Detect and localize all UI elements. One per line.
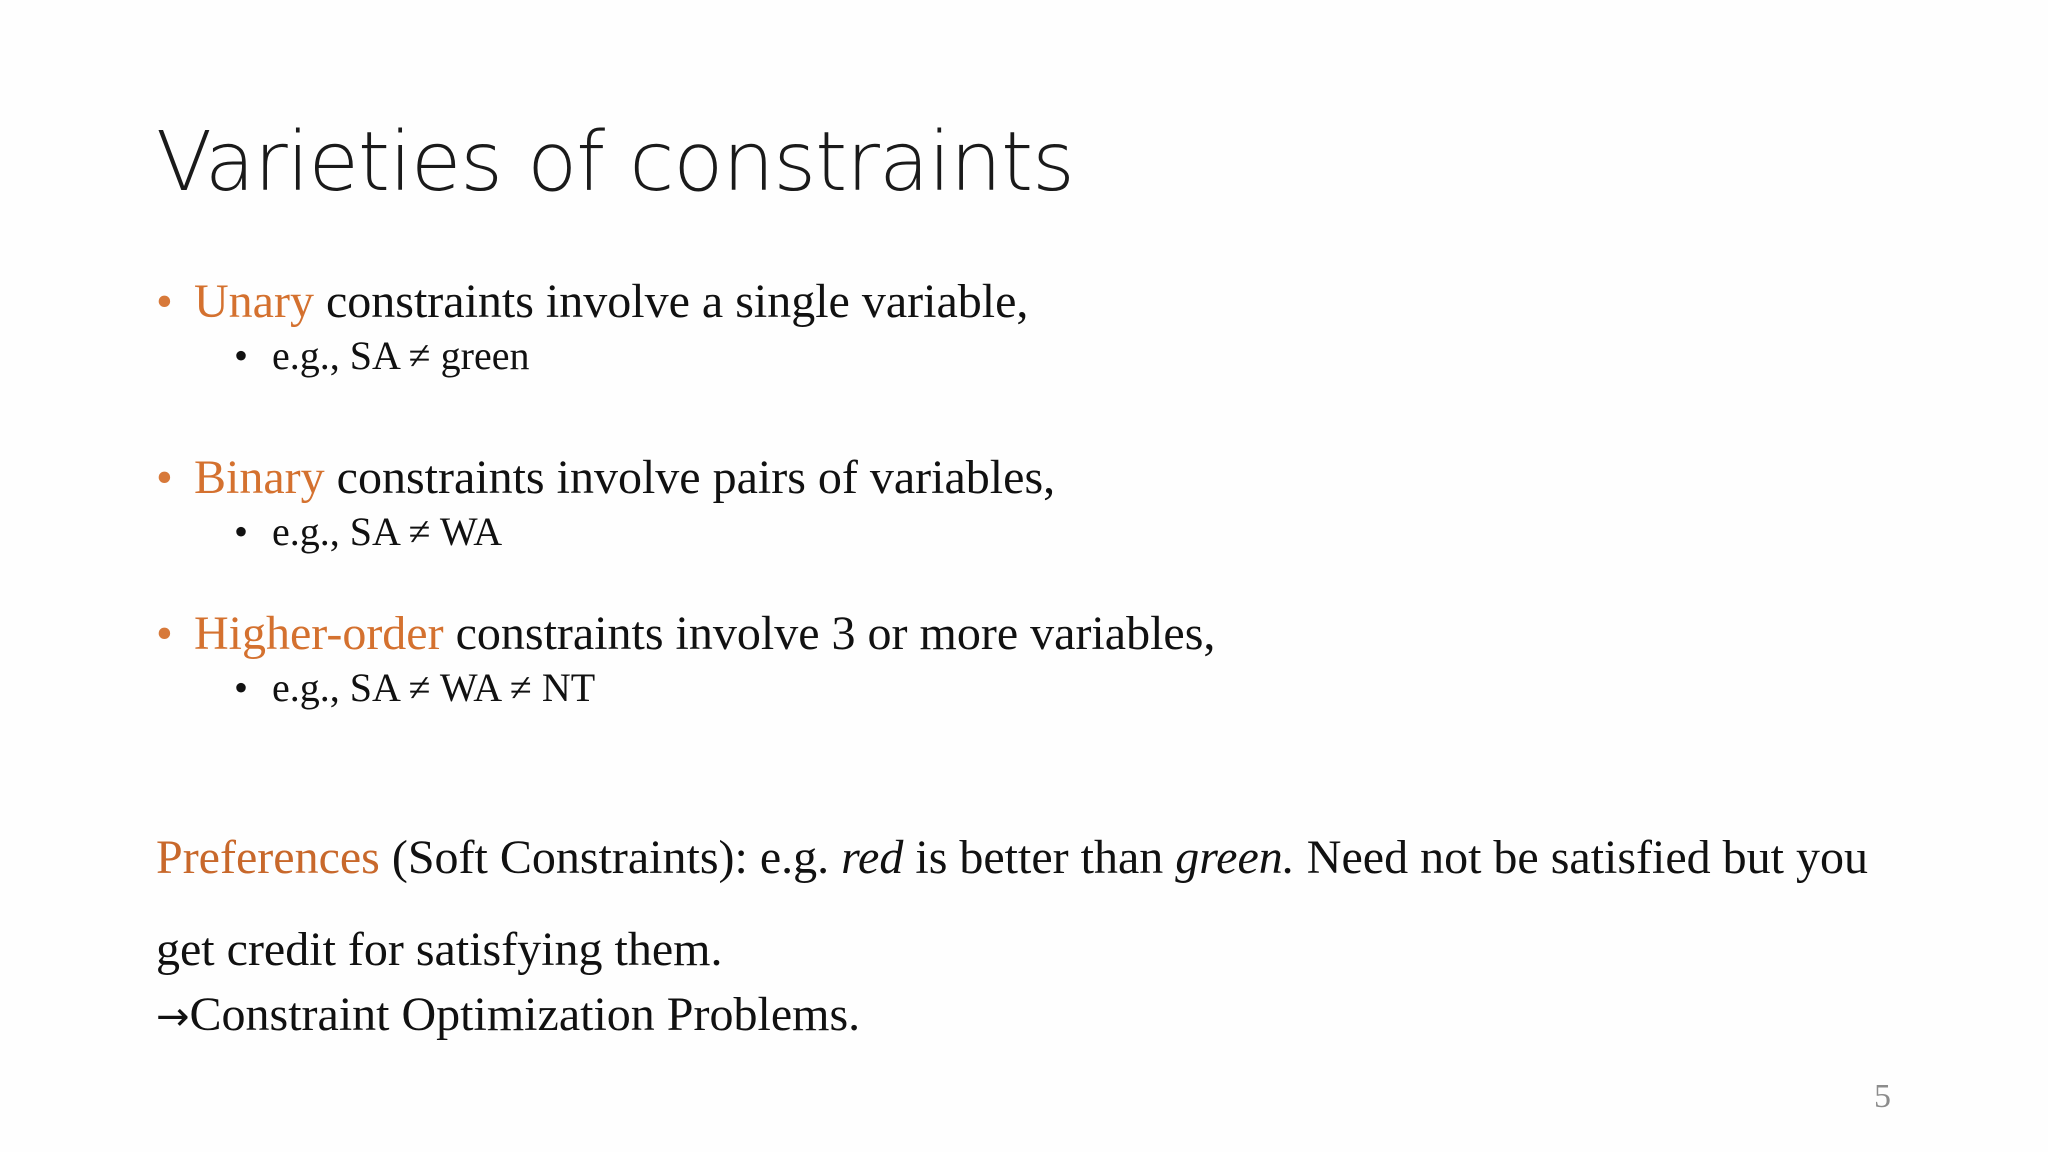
word-green: green. <box>1175 831 1295 884</box>
preferences-paragraph <box>156 812 1916 996</box>
sub-bullet-line <box>234 509 1055 555</box>
slide-title: Varieties of constraints <box>156 115 1074 210</box>
cop-text: Constraint Optimization Problems. <box>189 988 861 1041</box>
preferences-text-3: Need not be satisfied but you get credit for satisfying them. <box>156 831 1869 976</box>
bullet-higher-order <box>156 603 1215 711</box>
sub-bullet-line <box>234 665 1215 711</box>
sub-bullet-line <box>234 333 1028 379</box>
preferences-text-2: is better than <box>903 831 1176 884</box>
bullet-text: constraints involve a single variable, <box>313 275 1029 328</box>
sub-bullet-icon: • <box>234 333 249 378</box>
term-higher-order: Higher-order <box>194 607 444 660</box>
bullet-icon: • <box>156 275 173 328</box>
bullet-binary <box>156 447 1055 555</box>
right-arrow-icon: → <box>156 994 190 1040</box>
sub-bullet-icon: • <box>234 665 249 710</box>
term-unary: Unary <box>194 275 314 328</box>
preferences-text-1: (Soft Constraints): e.g. <box>379 831 842 884</box>
bullet-text: constraints involve pairs of variables, <box>324 451 1056 504</box>
bullet-unary <box>156 271 1028 379</box>
term-preferences: Preferences <box>156 831 380 884</box>
example-text: e.g., SA ≠ WA <box>272 509 503 554</box>
bullet-icon: • <box>156 607 173 660</box>
bullet-icon: • <box>156 451 173 504</box>
bullet-main-line <box>156 603 1215 665</box>
bullet-main-line <box>156 271 1028 333</box>
example-text: e.g., SA ≠ green <box>272 333 530 378</box>
bullet-text: constraints involve 3 or more variables, <box>443 607 1216 660</box>
sub-bullet-icon: • <box>234 509 249 554</box>
page-number: 5 <box>1874 1078 1891 1115</box>
term-binary: Binary <box>194 451 325 504</box>
word-red: red <box>841 831 904 884</box>
cop-line <box>156 984 860 1048</box>
example-text: e.g., SA ≠ WA ≠ NT <box>272 665 596 710</box>
bullet-main-line <box>156 447 1055 509</box>
